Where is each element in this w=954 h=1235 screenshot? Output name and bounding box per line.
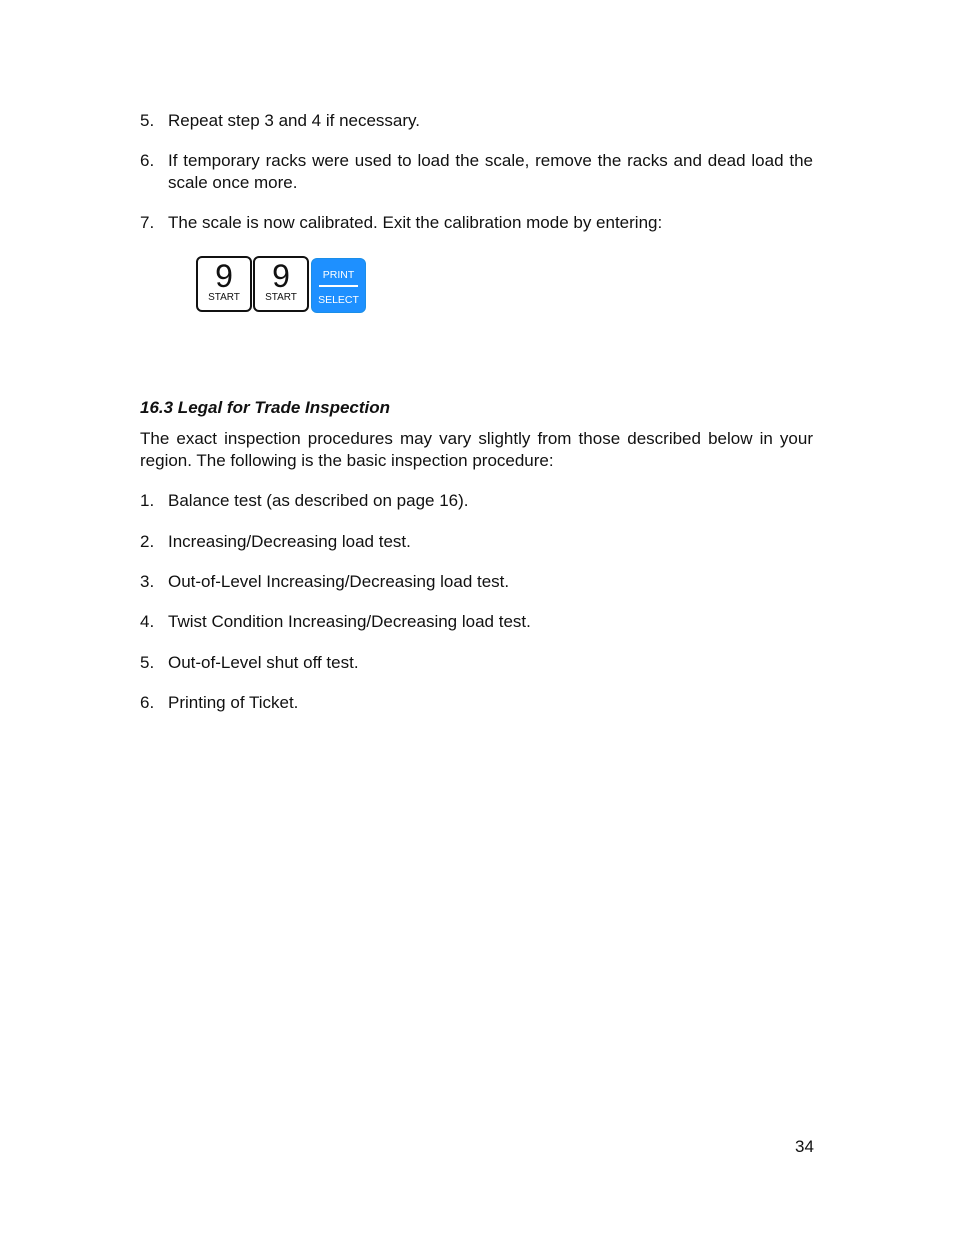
list-text: Out-of-Level shut off test. — [168, 653, 359, 672]
key-label-bottom: SELECT — [318, 294, 359, 306]
list-number: 2. — [140, 532, 155, 551]
page-number: 34 — [795, 1137, 814, 1156]
list-item — [140, 571, 813, 593]
list-item — [140, 490, 813, 512]
key-label: START — [208, 292, 240, 303]
key-digit: 9 — [215, 258, 233, 294]
list-number: 6. — [140, 693, 155, 712]
list-item — [140, 611, 813, 633]
list-text: The scale is now calibrated. Exit the calibration mode by entering: — [168, 213, 663, 232]
intro-paragraph: The exact inspection procedures may vary slightly from those described below in your region. The following is the basic inspection procedure: — [140, 429, 813, 470]
list-number: 3. — [140, 572, 155, 591]
print-select-key — [311, 258, 366, 313]
list-item — [140, 150, 813, 194]
list-number: 1. — [140, 491, 155, 510]
list-item — [140, 692, 813, 714]
section-heading: 16.3 Legal for Trade Inspection — [140, 398, 391, 417]
start-key — [196, 256, 252, 312]
key-label-top: PRINT — [322, 269, 355, 281]
key-label: START — [265, 292, 297, 303]
list-text: Balance test (as described on page 16). — [168, 491, 469, 510]
start-key — [253, 256, 309, 312]
list-number: 4. — [140, 612, 155, 631]
list-item — [140, 110, 813, 132]
list-text: Printing of Ticket. — [168, 693, 299, 712]
list-text: Twist Condition Increasing/Decreasing load test. — [168, 612, 531, 631]
list-number: 7. — [140, 213, 155, 232]
list-text: If temporary racks were used to load the scale, remove the racks and dead load the scale once more. — [168, 151, 813, 192]
key-digit: 9 — [272, 258, 290, 294]
list-number: 5. — [140, 653, 155, 672]
list-text: Increasing/Decreasing load test. — [168, 532, 411, 551]
list-text: Repeat step 3 and 4 if necessary. — [168, 111, 421, 130]
list-item — [140, 212, 813, 234]
list-item — [140, 652, 813, 674]
list-number: 5. — [140, 111, 155, 130]
key-divider — [319, 285, 358, 287]
list-number: 6. — [140, 151, 155, 170]
list-item — [140, 531, 813, 553]
list-text: Out-of-Level Increasing/Decreasing load test. — [168, 572, 510, 591]
